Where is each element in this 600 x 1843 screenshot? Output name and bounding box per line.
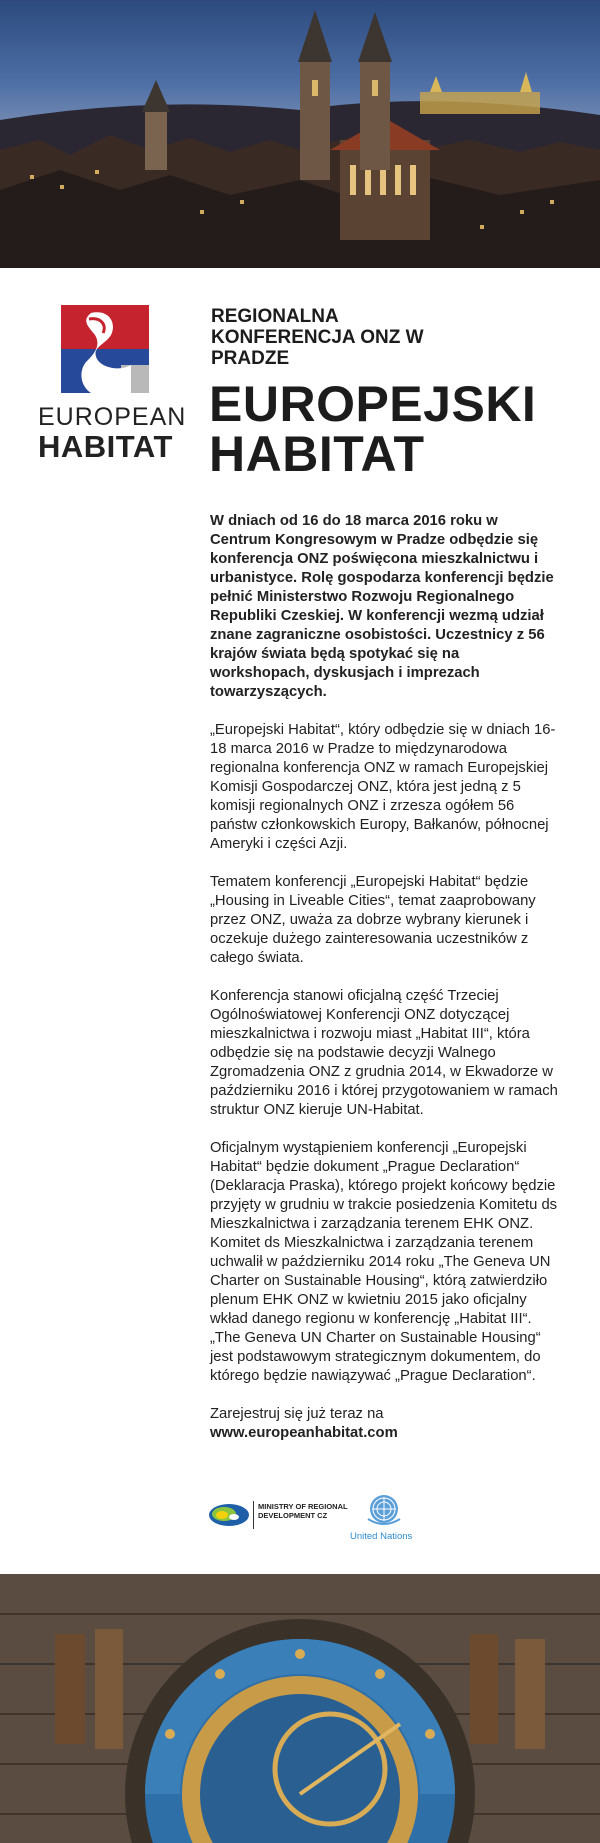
hero-image [0, 0, 600, 268]
logo-divider [253, 1501, 254, 1529]
paragraph-2: Tematem konferencji „Europejski Habitat“ będzie „Housing in Liveable Cities“, temat zaaprobowany przez ONZ, uważa za dobrze wybrany kierunek i oczekuje dużego zainteresowania uczestników z całego świata. [210, 874, 536, 966]
paragraph-3: Konferencja stanowi oficjalną część Trzeciej Ogólnoświatowej Konferencji ONZ dotyczącej mieszkalnictwa i rozwoju miast „Habitat III“, która odbędzie się na podstawie decyzji Walnego Zgromadzenia ONZ z grudnia 2014, w Ekwadorze w październiku 2016 i której przygotowaniem w ramach struktur ONZ kieruje UN-Habitat. [210, 988, 558, 1118]
lead-paragraph: W dniach od 16 do 18 marca 2016 roku w Centrum Kongresowym w Pradze odbędzie się konferencja ONZ poświęcona mieszkalnictwu i urbanistyce. Rolę gospodarza konferencji będzie pełnić Ministerstwo Rozwoju Regionalnego Republiki Czeskiej. W konferencji wezmą udział znane zagraniczne osobistości. Uczestnicy z 56 krajów świata będą spotykać się na workshopach, dyskusjach i imprezach towarzyszących. [210, 513, 554, 700]
ministry-name: MINISTRY OF REGIONAL DEVELOPMENT CZ [258, 1502, 348, 1520]
astronomical-clock-illustration [0, 1574, 600, 1843]
article-body [210, 512, 562, 1462]
logo-text-habitat: HABITAT [38, 429, 173, 464]
logo-text-european: EUROPEAN [38, 403, 187, 431]
astronomical-clock-image [0, 1574, 600, 1843]
conference-subtitle: REGIONALNA KONFERENCJA ONZ W PRADZE [211, 306, 424, 369]
partner-logos [208, 1493, 438, 1545]
paragraph-4: Oficjalnym wystąpieniem konferencji „Europejski Habitat“ będzie dokument „Prague Declaration“ (Deklaracja Praska), którego projekt końcowy będzie przyjęty w grudniu w trakcie posiedzenia Komitetu ds Mieszkalnictwa i zarządzania terenem EHK ONZ. Komitet ds Mieszkalnictwa i zarządzania terenem uchwalił w październiku 2014 roku „The Geneva UN Charter on Sustainable Housing“, którą zatwierdziło plenum EHK ONZ w kwietniu 2015 jako oficjalny wkład danego regionu w konferencję „Habitat III“. „The Geneva UN Charter on Sustainable Housing“ jest podstawowym strategicznym dokumentem, do którego będzie nawiązywać „Prague Declaration“. [210, 1140, 558, 1384]
register-link[interactable]: www.europeanhabitat.com [210, 1425, 398, 1441]
paragraph-1: „Europejski Habitat“, który odbędzie się w dniach 16-18 marca 2016 w Pradze to międzynarodowa regionalna konferencja ONZ w ramach Europejskiej Komisji Gospodarczej ONZ, która jest jedną z 5 komisji regionalnych ONZ i zrzesza ogółem 56 państw członkowskich Europy, Bałkanów, północnej Ameryki i części Azji. [210, 722, 556, 852]
un-name: United Nations [350, 1531, 413, 1542]
page-title: EUROPEJSKI HABITAT [209, 376, 537, 482]
register-section [210, 1405, 562, 1443]
ministry-logo-icon [208, 1501, 250, 1529]
habitat-emblem-icon [61, 305, 149, 393]
un-emblem-icon [362, 1493, 406, 1527]
register-text: Zarejestruj się już teraz na [210, 1406, 384, 1422]
prague-skyline-illustration [0, 0, 600, 268]
